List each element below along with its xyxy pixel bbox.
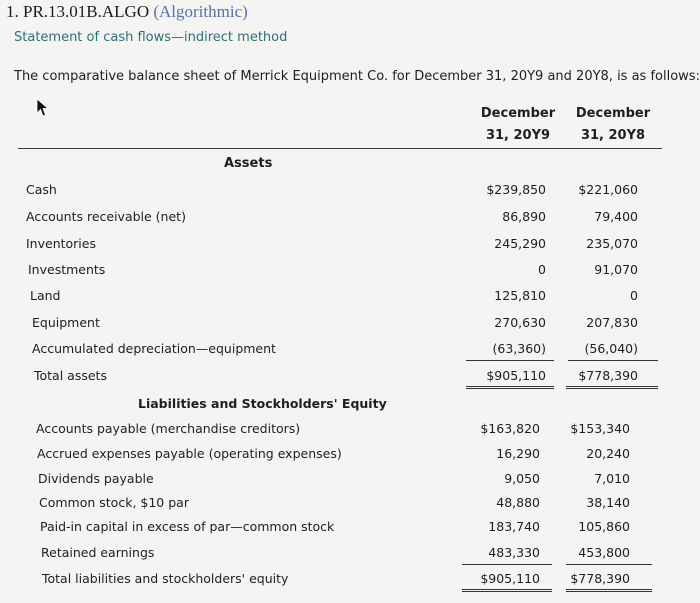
total-assets-y9: $905,110 [486, 368, 546, 383]
intro-text: The comparative balance sheet of Merrick Equipment Co. for December 31, 20Y9 and 20Y8, is as follows: [14, 69, 700, 84]
column-header-20y8: December 31, 20Y8 [575, 106, 651, 143]
subtotal-rule [462, 564, 552, 565]
liability-value-y8: $153,340 [570, 421, 630, 436]
liability-value-y8: 38,140 [586, 495, 630, 510]
problem-subtitle: Statement of cash flows—indirect method [14, 30, 288, 45]
asset-value-y9: 245,290 [494, 236, 546, 251]
asset-value-y8: $221,060 [578, 182, 638, 197]
total-liabilities-equity-label: Total liabilities and stockholders' equity [42, 571, 289, 586]
liability-label: Dividends payable [38, 471, 154, 486]
liability-label: Common stock, $10 par [39, 495, 189, 510]
asset-value-y8: 207,830 [586, 315, 638, 330]
liability-value-y9: 9,050 [504, 471, 540, 486]
assets-section-title: Assets [224, 156, 273, 171]
asset-value-y8: (56,040) [584, 341, 638, 356]
liability-value-y9: 183,740 [488, 519, 540, 534]
liability-label: Accounts payable (merchandise creditors) [36, 421, 301, 436]
asset-value-y9: 125,810 [494, 288, 546, 303]
asset-label: Inventories [26, 236, 96, 251]
asset-value-y9: 270,630 [494, 315, 546, 330]
asset-label: Accounts receivable (net) [26, 209, 186, 224]
liability-value-y8: 7,010 [594, 471, 630, 486]
asset-value-y8: 0 [630, 288, 638, 303]
liability-value-y9: 48,880 [496, 495, 540, 510]
subtotal-rule [566, 564, 652, 565]
mouse-cursor-icon [36, 98, 50, 118]
total-assets-y8: $778,390 [578, 368, 638, 383]
asset-value-y8: 91,070 [594, 262, 638, 277]
total-double-rule [566, 589, 652, 592]
liability-value-y8: 453,800 [578, 545, 630, 560]
total-double-rule [466, 386, 554, 389]
total-liabilities-equity-y9: $905,110 [480, 571, 540, 586]
liability-label: Accrued expenses payable (operating expenses) [37, 446, 342, 461]
algorithmic-tag: (Algorithmic) [153, 2, 248, 21]
liabilities-section-title: Liabilities and Stockholders' Equity [138, 396, 387, 411]
liability-value-y8: 105,860 [578, 519, 630, 534]
asset-label: Equipment [32, 315, 100, 330]
header-rule [18, 148, 662, 149]
total-liabilities-equity-y8: $778,390 [570, 571, 630, 586]
problem-heading [6, 2, 248, 22]
subtotal-rule [466, 360, 554, 361]
problem-number: 1. PR.13.01B.ALGO [6, 2, 150, 21]
asset-value-y8: 79,400 [594, 209, 638, 224]
liability-value-y9: 483,330 [488, 545, 540, 560]
total-double-rule [566, 386, 658, 389]
asset-value-y9: (63,360) [492, 341, 546, 356]
total-double-rule [462, 589, 552, 592]
liability-value-y9: $163,820 [480, 421, 540, 436]
liability-label: Retained earnings [41, 545, 155, 560]
liability-label: Paid-in capital in excess of par—common stock [40, 519, 335, 534]
asset-value-y9: 86,890 [502, 209, 546, 224]
asset-label: Investments [28, 262, 106, 277]
liability-value-y8: 20,240 [586, 446, 630, 461]
liability-value-y9: 16,290 [496, 446, 540, 461]
asset-value-y9: $239,850 [486, 182, 546, 197]
asset-value-y9: 0 [538, 262, 546, 277]
total-assets-label: Total assets [34, 368, 107, 383]
asset-label: Cash [26, 182, 57, 197]
subtotal-rule [568, 360, 658, 361]
asset-label: Land [30, 288, 61, 303]
column-header-20y9: December 31, 20Y9 [480, 106, 556, 143]
asset-label: Accumulated depreciation—equipment [32, 341, 276, 356]
asset-value-y8: 235,070 [586, 236, 638, 251]
